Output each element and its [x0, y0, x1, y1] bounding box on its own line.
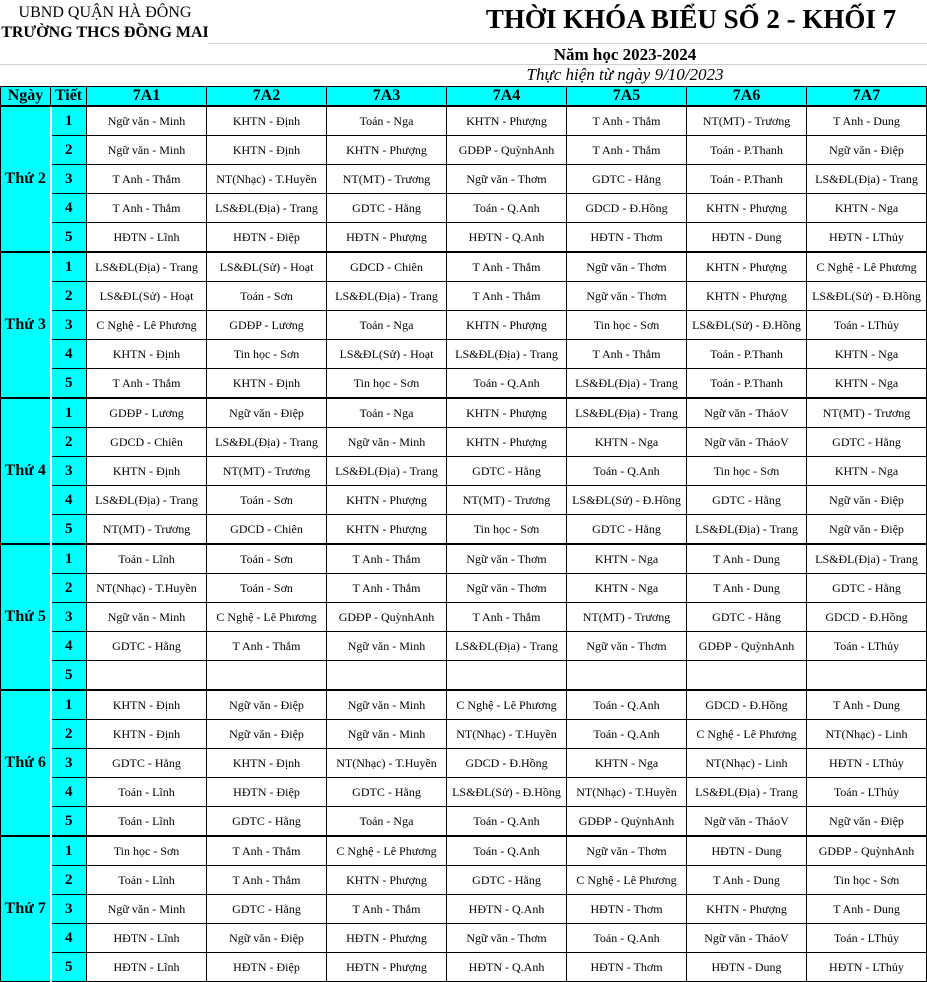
- lesson-cell[interactable]: C Nghệ - Lê Phương: [567, 866, 687, 895]
- lesson-cell[interactable]: LS&ĐL(Sử) - Đ.Hồng: [567, 486, 687, 515]
- header-row: [1, 87, 927, 107]
- period-number: 5: [51, 661, 87, 691]
- lesson-cell[interactable]: NT(Nhạc) - T.Huyền: [327, 749, 447, 778]
- lesson-cell[interactable]: KHTN - Nga: [807, 457, 927, 486]
- lesson-cell[interactable]: Toán - Lĩnh: [87, 807, 207, 837]
- lesson-cell[interactable]: T Anh - Thắm: [327, 574, 447, 603]
- lesson-cell[interactable]: Tin học - Sơn: [447, 515, 567, 545]
- table-row: [1, 836, 927, 866]
- lesson-cell[interactable]: T Anh - Dung: [687, 574, 807, 603]
- lesson-cell[interactable]: KHTN - Phượng: [327, 515, 447, 545]
- table-row: [1, 574, 927, 603]
- table-row: [1, 486, 927, 515]
- lesson-cell[interactable]: Toán - Nga: [327, 106, 447, 136]
- table-row: [1, 807, 927, 837]
- lesson-cell[interactable]: NT(Nhạc) - Linh: [687, 749, 807, 778]
- lesson-cell[interactable]: Toán - Sơn: [207, 574, 327, 603]
- lesson-cell[interactable]: GDTC - Hằng: [807, 574, 927, 603]
- lesson-cell[interactable]: GDCD - Chiên: [87, 428, 207, 457]
- lesson-cell[interactable]: T Anh - Thắm: [447, 603, 567, 632]
- lesson-cell[interactable]: KHTN - Phượng: [687, 252, 807, 282]
- table-row: [1, 398, 927, 428]
- lesson-cell[interactable]: T Anh - Dung: [807, 895, 927, 924]
- lesson-cell[interactable]: [207, 661, 327, 691]
- lesson-cell[interactable]: KHTN - Nga: [567, 574, 687, 603]
- lesson-cell[interactable]: KHTN - Định: [207, 106, 327, 136]
- lesson-cell[interactable]: HĐTN - Thơm: [567, 223, 687, 253]
- period-number: 3: [51, 457, 87, 486]
- lesson-cell[interactable]: Ngữ văn - Điệp: [807, 136, 927, 165]
- lesson-cell[interactable]: Ngữ văn - Minh: [87, 106, 207, 136]
- school-name: TRƯỜNG THCS ĐỒNG MAI: [1, 24, 209, 41]
- period-number: 4: [51, 778, 87, 807]
- lesson-cell[interactable]: NT(Nhạc) - T.Huyền: [207, 165, 327, 194]
- lesson-cell[interactable]: Tin học - Sơn: [687, 457, 807, 486]
- table-row: [1, 866, 927, 895]
- lesson-cell[interactable]: Toán - Nga: [327, 398, 447, 428]
- lesson-cell[interactable]: Toán - Sơn: [207, 282, 327, 311]
- period-number: 5: [51, 369, 87, 399]
- lesson-cell[interactable]: GDTC - Hằng: [87, 749, 207, 778]
- lesson-cell[interactable]: GDĐP - QuỳnhAnh: [807, 836, 927, 866]
- lesson-cell[interactable]: GDTC - Hằng: [687, 486, 807, 515]
- table-row: [1, 720, 927, 749]
- lesson-cell[interactable]: Toán - Q.Anh: [567, 457, 687, 486]
- table-row: [1, 895, 927, 924]
- lesson-cell[interactable]: KHTN - Định: [87, 690, 207, 720]
- lesson-cell[interactable]: Ngữ văn - Minh: [87, 895, 207, 924]
- table-row: [1, 165, 927, 194]
- lesson-cell[interactable]: Ngữ văn - ThảoV: [687, 398, 807, 428]
- table-row: [1, 778, 927, 807]
- class-header: 7A3: [327, 87, 447, 107]
- lesson-cell[interactable]: HĐTN - Điệp: [207, 223, 327, 253]
- lesson-cell[interactable]: LS&ĐL(Địa) - Trang: [327, 282, 447, 311]
- lesson-cell[interactable]: [447, 661, 567, 691]
- lesson-cell[interactable]: Tin học - Sơn: [87, 836, 207, 866]
- lesson-cell[interactable]: Toán - LThủy: [807, 778, 927, 807]
- lesson-cell[interactable]: LS&ĐL(Sử) - Đ.Hồng: [687, 311, 807, 340]
- lesson-cell[interactable]: Ngữ văn - Điệp: [807, 486, 927, 515]
- period-number: 5: [51, 515, 87, 545]
- lesson-cell[interactable]: Toán - Nga: [327, 311, 447, 340]
- lesson-cell[interactable]: KHTN - Định: [207, 749, 327, 778]
- day-label: Thứ 3: [1, 252, 51, 398]
- lesson-cell[interactable]: T Anh - Thắm: [327, 544, 447, 574]
- lesson-cell[interactable]: NT(MT) - Trương: [567, 603, 687, 632]
- lesson-cell[interactable]: Toán - Q.Anh: [447, 369, 567, 399]
- lesson-cell[interactable]: GDTC - Hằng: [327, 778, 447, 807]
- lesson-cell[interactable]: HĐTN - Phượng: [327, 924, 447, 953]
- lesson-cell[interactable]: HĐTN - Điệp: [207, 778, 327, 807]
- lesson-cell[interactable]: C Nghệ - Lê Phương: [327, 836, 447, 866]
- lesson-cell[interactable]: T Anh - Thắm: [87, 194, 207, 223]
- lesson-cell[interactable]: Toán - Q.Anh: [447, 194, 567, 223]
- lesson-cell[interactable]: KHTN - Phượng: [687, 282, 807, 311]
- lesson-cell[interactable]: NT(MT) - Trương: [447, 486, 567, 515]
- lesson-cell[interactable]: Toán - Lĩnh: [87, 778, 207, 807]
- lesson-cell[interactable]: GDĐP - QuỳnhAnh: [567, 807, 687, 837]
- lesson-cell[interactable]: KHTN - Định: [207, 369, 327, 399]
- table-row: [1, 106, 927, 136]
- lesson-cell[interactable]: Toán - LThủy: [807, 924, 927, 953]
- period-number: 2: [51, 282, 87, 311]
- table-row: [1, 661, 927, 691]
- table-row: [1, 690, 927, 720]
- table-row: [1, 924, 927, 953]
- lesson-cell[interactable]: HĐTN - Q.Anh: [447, 895, 567, 924]
- lesson-cell[interactable]: C Nghệ - Lê Phương: [687, 720, 807, 749]
- lesson-cell[interactable]: Toán - Sơn: [207, 544, 327, 574]
- lesson-cell[interactable]: Tin học - Sơn: [207, 340, 327, 369]
- table-row: [1, 603, 927, 632]
- lesson-cell[interactable]: GDTC - Hằng: [687, 603, 807, 632]
- lesson-cell[interactable]: T Anh - Thắm: [567, 106, 687, 136]
- lesson-cell[interactable]: Ngữ văn - Minh: [327, 428, 447, 457]
- lesson-cell[interactable]: NT(MT) - Trương: [207, 457, 327, 486]
- lesson-cell[interactable]: Toán - Q.Anh: [567, 690, 687, 720]
- lesson-cell[interactable]: HĐTN - Lĩnh: [87, 223, 207, 253]
- lesson-cell[interactable]: Ngữ văn - Điệp: [807, 807, 927, 837]
- lesson-cell[interactable]: Ngữ văn - Minh: [327, 720, 447, 749]
- period-number: 1: [51, 690, 87, 720]
- lesson-cell[interactable]: HĐTN - Dung: [687, 836, 807, 866]
- lesson-cell[interactable]: Toán - LThủy: [807, 632, 927, 661]
- lesson-cell[interactable]: [807, 661, 927, 691]
- lesson-cell[interactable]: KHTN - Phượng: [327, 136, 447, 165]
- lesson-cell[interactable]: T Anh - Thắm: [207, 866, 327, 895]
- lesson-cell[interactable]: Ngữ văn - Thơm: [567, 252, 687, 282]
- period-number: 1: [51, 836, 87, 866]
- table-row: [1, 515, 927, 545]
- table-row: [1, 457, 927, 486]
- class-header: 7A5: [567, 87, 687, 107]
- period-number: 5: [51, 807, 87, 837]
- lesson-cell[interactable]: Toán - P.Thanh: [687, 136, 807, 165]
- period-number: 3: [51, 603, 87, 632]
- lesson-cell[interactable]: Toán - Lĩnh: [87, 866, 207, 895]
- lesson-cell[interactable]: Tin học - Sơn: [807, 866, 927, 895]
- lesson-cell[interactable]: Toán - Lĩnh: [87, 544, 207, 574]
- class-header: 7A4: [447, 87, 567, 107]
- timetable-body: [1, 106, 927, 982]
- lesson-cell[interactable]: HĐTN - Dung: [687, 953, 807, 982]
- day-label: Thứ 5: [1, 544, 51, 690]
- page-title: THỜI KHÓA BIỂU SỐ 2 - KHỐI 7: [485, 4, 897, 34]
- lesson-cell[interactable]: LS&ĐL(Địa) - Trang: [87, 486, 207, 515]
- lesson-cell[interactable]: GDCD - Đ.Hồng: [567, 194, 687, 223]
- lesson-cell[interactable]: KHTN - Phượng: [447, 428, 567, 457]
- lesson-cell[interactable]: HĐTN - Phượng: [327, 953, 447, 982]
- lesson-cell[interactable]: HĐTN - LThủy: [807, 953, 927, 982]
- lesson-cell[interactable]: GDTC - Hằng: [567, 165, 687, 194]
- lesson-cell[interactable]: LS&ĐL(Sử) - Hoạt: [207, 252, 327, 282]
- lesson-cell[interactable]: LS&ĐL(Địa) - Trang: [327, 457, 447, 486]
- period-number: 1: [51, 252, 87, 282]
- period-number: 3: [51, 749, 87, 778]
- lesson-cell[interactable]: Ngữ văn - Thơm: [447, 924, 567, 953]
- lesson-cell[interactable]: Toán - P.Thanh: [687, 340, 807, 369]
- period-number: 2: [51, 866, 87, 895]
- lesson-cell[interactable]: LS&ĐL(Địa) - Trang: [807, 165, 927, 194]
- lesson-cell[interactable]: LS&ĐL(Địa) - Trang: [567, 398, 687, 428]
- lesson-cell[interactable]: Toán - Q.Anh: [567, 924, 687, 953]
- lesson-cell[interactable]: C Nghệ - Lê Phương: [807, 252, 927, 282]
- table-row: [1, 340, 927, 369]
- lesson-cell[interactable]: KHTN - Định: [207, 136, 327, 165]
- lesson-cell[interactable]: KHTN - Nga: [807, 194, 927, 223]
- day-label: Thứ 2: [1, 106, 51, 252]
- lesson-cell[interactable]: NT(Nhạc) - T.Huyền: [567, 778, 687, 807]
- lesson-cell[interactable]: LS&ĐL(Địa) - Trang: [687, 515, 807, 545]
- table-row: [1, 136, 927, 165]
- lesson-cell[interactable]: Toán - P.Thanh: [687, 165, 807, 194]
- effective-date: Thực hiện từ ngày 9/10/2023: [526, 65, 724, 84]
- lesson-cell[interactable]: C Nghệ - Lê Phương: [207, 603, 327, 632]
- table-row: [1, 428, 927, 457]
- lesson-cell[interactable]: GDTC - Hằng: [207, 807, 327, 837]
- lesson-cell[interactable]: HĐTN - Thơm: [567, 895, 687, 924]
- lesson-cell[interactable]: [327, 661, 447, 691]
- lesson-cell[interactable]: NT(Nhạc) - T.Huyền: [87, 574, 207, 603]
- lesson-cell[interactable]: LS&ĐL(Địa) - Trang: [447, 340, 567, 369]
- class-header: 7A2: [207, 87, 327, 107]
- lesson-cell[interactable]: KHTN - Nga: [567, 428, 687, 457]
- table-row: [1, 953, 927, 982]
- lesson-cell[interactable]: KHTN - Nga: [567, 544, 687, 574]
- period-number: 4: [51, 632, 87, 661]
- table-row: [1, 632, 927, 661]
- lesson-cell[interactable]: NT(MT) - Trương: [687, 106, 807, 136]
- lesson-cell[interactable]: NT(Nhạc) - T.Huyền: [447, 720, 567, 749]
- lesson-cell[interactable]: HĐTN - Phượng: [327, 223, 447, 253]
- lesson-cell[interactable]: GDCD - Chiên: [207, 515, 327, 545]
- period-number: 4: [51, 486, 87, 515]
- lesson-cell[interactable]: Toán - Sơn: [207, 486, 327, 515]
- lesson-cell[interactable]: Ngữ văn - Thơm: [447, 165, 567, 194]
- lesson-cell[interactable]: T Anh - Thắm: [207, 836, 327, 866]
- lesson-cell[interactable]: LS&ĐL(Địa) - Trang: [207, 428, 327, 457]
- lesson-cell[interactable]: T Anh - Thắm: [447, 282, 567, 311]
- lesson-cell[interactable]: HĐTN - LThủy: [807, 749, 927, 778]
- lesson-cell[interactable]: Ngữ văn - Thơm: [567, 282, 687, 311]
- lesson-cell[interactable]: T Anh - Thắm: [567, 136, 687, 165]
- lesson-cell[interactable]: GDTC - Hằng: [447, 457, 567, 486]
- lesson-cell[interactable]: Ngữ văn - ThảoV: [687, 428, 807, 457]
- table-row: [1, 369, 927, 399]
- lesson-cell[interactable]: HĐTN - Điệp: [207, 953, 327, 982]
- lesson-cell[interactable]: [567, 661, 687, 691]
- lesson-cell[interactable]: LS&ĐL(Địa) - Trang: [567, 369, 687, 399]
- period-number: 3: [51, 165, 87, 194]
- lesson-cell[interactable]: GDTC - Hằng: [807, 428, 927, 457]
- lesson-cell[interactable]: GDĐP - QuỳnhAnh: [447, 136, 567, 165]
- table-row: [1, 194, 927, 223]
- period-number: 4: [51, 194, 87, 223]
- lesson-cell[interactable]: NT(MT) - Trương: [327, 165, 447, 194]
- lesson-cell[interactable]: HĐTN - Thơm: [567, 953, 687, 982]
- table-row: [1, 252, 927, 282]
- lesson-cell[interactable]: Ngữ văn - Điệp: [807, 515, 927, 545]
- lesson-cell[interactable]: Tin học - Sơn: [567, 311, 687, 340]
- period-column-header: Tiết: [51, 87, 87, 107]
- period-number: 1: [51, 106, 87, 136]
- day-label: Thứ 6: [1, 690, 51, 836]
- lesson-cell[interactable]: LS&ĐL(Địa) - Trang: [687, 778, 807, 807]
- lesson-cell[interactable]: GDCD - Đ.Hồng: [447, 749, 567, 778]
- table-row: [1, 223, 927, 253]
- lesson-cell[interactable]: Ngữ văn - Điệp: [207, 690, 327, 720]
- lesson-cell[interactable]: T Anh - Thắm: [87, 165, 207, 194]
- lesson-cell[interactable]: T Anh - Thắm: [327, 895, 447, 924]
- class-header: 7A7: [807, 87, 927, 107]
- lesson-cell[interactable]: Ngữ văn - Điệp: [207, 924, 327, 953]
- lesson-cell[interactable]: Toán - Q.Anh: [447, 836, 567, 866]
- lesson-cell[interactable]: GDCD - Đ.Hồng: [807, 603, 927, 632]
- lesson-cell[interactable]: [87, 661, 207, 691]
- lesson-cell[interactable]: KHTN - Phượng: [447, 311, 567, 340]
- day-label: Thứ 4: [1, 398, 51, 544]
- lesson-cell[interactable]: GDCD - Chiên: [327, 252, 447, 282]
- lesson-cell[interactable]: KHTN - Phượng: [447, 106, 567, 136]
- lesson-cell[interactable]: NT(MT) - Trương: [807, 398, 927, 428]
- lesson-cell[interactable]: GDTC - Hằng: [327, 194, 447, 223]
- lesson-cell[interactable]: T Anh - Thắm: [447, 252, 567, 282]
- class-header: 7A1: [87, 87, 207, 107]
- lesson-cell[interactable]: Ngữ văn - Minh: [327, 690, 447, 720]
- lesson-cell[interactable]: KHTN - Phượng: [327, 486, 447, 515]
- lesson-cell[interactable]: KHTN - Phượng: [687, 895, 807, 924]
- class-header: 7A6: [687, 87, 807, 107]
- period-number: 5: [51, 953, 87, 982]
- period-number: 4: [51, 924, 87, 953]
- lesson-cell[interactable]: C Nghệ - Lê Phương: [447, 690, 567, 720]
- lesson-cell[interactable]: Ngữ văn - Thơm: [447, 544, 567, 574]
- lesson-cell[interactable]: KHTN - Định: [87, 720, 207, 749]
- lesson-cell[interactable]: KHTN - Nga: [567, 749, 687, 778]
- sheet-gridline: [208, 43, 927, 44]
- lesson-cell[interactable]: GDĐP - QuỳnhAnh: [327, 603, 447, 632]
- lesson-cell[interactable]: T Anh - Dung: [807, 106, 927, 136]
- lesson-cell[interactable]: Toán - Nga: [327, 807, 447, 837]
- table-row: [1, 311, 927, 340]
- day-label: Thứ 7: [1, 836, 51, 982]
- lesson-cell[interactable]: GDTC - Hằng: [87, 632, 207, 661]
- period-number: 3: [51, 311, 87, 340]
- lesson-cell[interactable]: GDTC - Hằng: [207, 895, 327, 924]
- lesson-cell[interactable]: Tin học - Sơn: [327, 369, 447, 399]
- lesson-cell[interactable]: HĐTN - Q.Anh: [447, 953, 567, 982]
- lesson-cell[interactable]: T Anh - Thắm: [567, 340, 687, 369]
- lesson-cell[interactable]: HĐTN - Dung: [687, 223, 807, 253]
- school-year: Năm học 2023-2024: [553, 45, 697, 64]
- lesson-cell[interactable]: HĐTN - Q.Anh: [447, 223, 567, 253]
- lesson-cell[interactable]: Ngữ văn - ThảoV: [687, 807, 807, 837]
- period-number: 2: [51, 428, 87, 457]
- lesson-cell[interactable]: Ngữ văn - Thơm: [567, 632, 687, 661]
- lesson-cell[interactable]: KHTN - Nga: [807, 340, 927, 369]
- lesson-cell[interactable]: Ngữ văn - Minh: [327, 632, 447, 661]
- lesson-cell[interactable]: GDĐP - Lương: [87, 398, 207, 428]
- lesson-cell[interactable]: HĐTN - Lĩnh: [87, 953, 207, 982]
- lesson-cell[interactable]: Ngữ văn - Điệp: [207, 720, 327, 749]
- lesson-cell[interactable]: KHTN - Phượng: [447, 398, 567, 428]
- lesson-cell[interactable]: Ngữ văn - ThảoV: [687, 924, 807, 953]
- period-number: 2: [51, 136, 87, 165]
- lesson-cell[interactable]: LS&ĐL(Sử) - Đ.Hồng: [447, 778, 567, 807]
- lesson-cell[interactable]: NT(Nhạc) - Linh: [807, 720, 927, 749]
- lesson-cell[interactable]: T Anh - Dung: [687, 544, 807, 574]
- header-left: [0, 0, 210, 43]
- lesson-cell[interactable]: GDTC - Hằng: [567, 515, 687, 545]
- timetable: [0, 86, 927, 982]
- lesson-cell[interactable]: GDĐP - Lương: [207, 311, 327, 340]
- lesson-cell[interactable]: KHTN - Phượng: [327, 866, 447, 895]
- period-number: 1: [51, 544, 87, 574]
- lesson-cell[interactable]: T Anh - Dung: [807, 690, 927, 720]
- period-number: 4: [51, 340, 87, 369]
- period-number: 3: [51, 895, 87, 924]
- lesson-cell[interactable]: LS&ĐL(Sử) - Hoạt: [87, 282, 207, 311]
- lesson-cell[interactable]: GDCD - Đ.Hồng: [687, 690, 807, 720]
- lesson-cell[interactable]: HĐTN - Lĩnh: [87, 924, 207, 953]
- lesson-cell[interactable]: GDĐP - QuỳnhAnh: [687, 632, 807, 661]
- lesson-cell[interactable]: HĐTN - LThủy: [807, 223, 927, 253]
- lesson-cell[interactable]: LS&ĐL(Địa) - Trang: [87, 252, 207, 282]
- lesson-cell[interactable]: Ngữ văn - Minh: [87, 136, 207, 165]
- lesson-cell[interactable]: Toán - P.Thanh: [687, 369, 807, 399]
- lesson-cell[interactable]: Ngữ văn - Điệp: [207, 398, 327, 428]
- lesson-cell[interactable]: C Nghệ - Lê Phương: [87, 311, 207, 340]
- lesson-cell[interactable]: KHTN - Nga: [807, 369, 927, 399]
- period-number: 2: [51, 720, 87, 749]
- lesson-cell[interactable]: Ngữ văn - Thơm: [567, 836, 687, 866]
- lesson-cell[interactable]: LS&ĐL(Sử) - Hoạt: [327, 340, 447, 369]
- lesson-cell[interactable]: T Anh - Thắm: [87, 369, 207, 399]
- lesson-cell[interactable]: LS&ĐL(Địa) - Trang: [807, 544, 927, 574]
- lesson-cell[interactable]: T Anh - Dung: [687, 866, 807, 895]
- table-row: [1, 544, 927, 574]
- period-number: 2: [51, 574, 87, 603]
- lesson-cell[interactable]: Ngữ văn - Thơm: [447, 574, 567, 603]
- lesson-cell[interactable]: KHTN - Định: [87, 340, 207, 369]
- lesson-cell[interactable]: LS&ĐL(Địa) - Trang: [207, 194, 327, 223]
- lesson-cell[interactable]: KHTN - Phượng: [687, 194, 807, 223]
- lesson-cell[interactable]: KHTN - Định: [87, 457, 207, 486]
- lesson-cell[interactable]: Toán - LThủy: [807, 311, 927, 340]
- org-name: UBND QUẬN HÀ ĐÔNG: [18, 4, 192, 21]
- lesson-cell[interactable]: GDTC - Hằng: [447, 866, 567, 895]
- table-row: [1, 749, 927, 778]
- table-row: [1, 282, 927, 311]
- lesson-cell[interactable]: LS&ĐL(Sử) - Đ.Hồng: [807, 282, 927, 311]
- lesson-cell[interactable]: [687, 661, 807, 691]
- lesson-cell[interactable]: Toán - Q.Anh: [447, 807, 567, 837]
- lesson-cell[interactable]: Toán - Q.Anh: [567, 720, 687, 749]
- period-number: 5: [51, 223, 87, 253]
- lesson-cell[interactable]: NT(MT) - Trương: [87, 515, 207, 545]
- lesson-cell[interactable]: T Anh - Thắm: [207, 632, 327, 661]
- day-column-header: Ngày: [1, 87, 51, 107]
- lesson-cell[interactable]: LS&ĐL(Địa) - Trang: [447, 632, 567, 661]
- lesson-cell[interactable]: Ngữ văn - Minh: [87, 603, 207, 632]
- period-number: 1: [51, 398, 87, 428]
